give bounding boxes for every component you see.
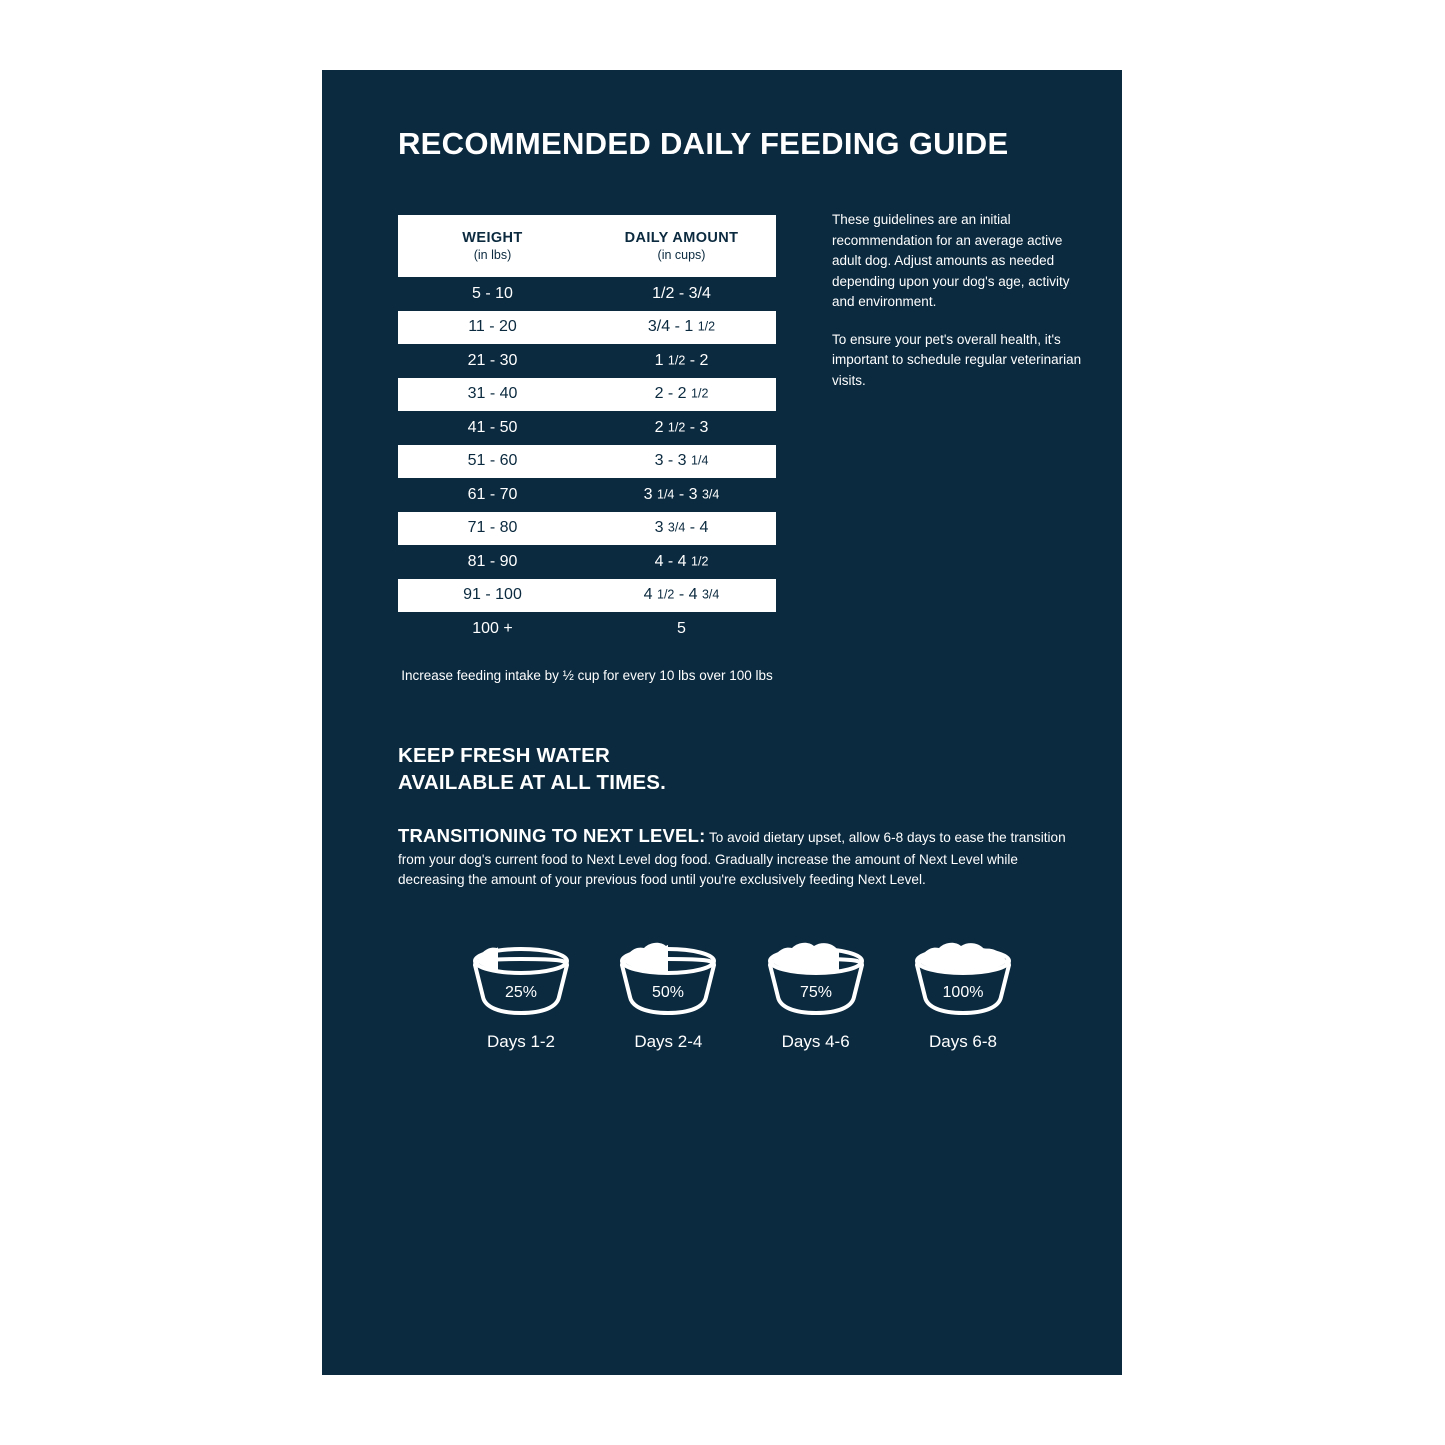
bowl-item <box>904 935 1022 1052</box>
cell-daily-amount: 3/4 - 1 1/2 <box>587 311 776 345</box>
cell-weight: 11 - 20 <box>398 311 587 345</box>
bowl-label: Days 4-6 <box>781 1032 850 1051</box>
feeding-table <box>398 215 776 646</box>
bowl-percent: 50% <box>652 984 685 1001</box>
cell-weight: 61 - 70 <box>398 478 587 512</box>
table-row <box>398 545 776 579</box>
column-header-weight <box>398 215 587 277</box>
transition-heading: TRANSITIONING TO NEXT LEVEL: <box>398 825 706 846</box>
cell-daily-amount: 4 1/2 - 4 3/4 <box>587 579 776 613</box>
cell-weight: 5 - 10 <box>398 277 587 311</box>
cell-daily-amount: 5 <box>587 612 776 646</box>
cell-daily-amount: 3 3/4 - 4 <box>587 512 776 546</box>
table-footnote: Increase feeding intake by ½ cup for every 10 lbs over 100 lbs <box>401 668 773 683</box>
feeding-guide-panel <box>322 70 1122 1375</box>
bowl-icon <box>760 935 872 1017</box>
bowl-icon <box>465 935 577 1017</box>
column-header-daily-amount <box>587 215 776 277</box>
cell-weight: 41 - 50 <box>398 411 587 445</box>
page-title: RECOMMENDED DAILY FEEDING GUIDE <box>398 126 1009 161</box>
transition-section <box>398 822 1068 891</box>
cell-daily-amount: 4 - 4 1/2 <box>587 545 776 579</box>
bowl-label: Days 2-4 <box>634 1032 703 1051</box>
bowl-item <box>462 935 580 1052</box>
table-row <box>398 478 776 512</box>
table-row <box>398 277 776 311</box>
transition-bowls <box>462 935 1022 1052</box>
bowl-item <box>609 935 727 1052</box>
column-header-daily-amount-sub: (in cups) <box>657 248 706 262</box>
cell-weight: 81 - 90 <box>398 545 587 579</box>
bowl-icon <box>907 935 1019 1017</box>
feeding-table-container <box>398 215 776 646</box>
cell-weight: 51 - 60 <box>398 445 587 479</box>
table-row <box>398 378 776 412</box>
side-note-paragraph-1: These guidelines are an initial recommendation for an average active adult dog. Adjust amounts as needed depending upon your dog's age, activity and environment. <box>832 212 1070 310</box>
table-row <box>398 612 776 646</box>
side-note-paragraph-2: To ensure your pet's overall health, it's important to schedule regular veterinarian visits. <box>832 331 1082 388</box>
table-row <box>398 344 776 378</box>
table-row <box>398 411 776 445</box>
bowl-item <box>757 935 875 1052</box>
fresh-water-heading-text: KEEP FRESH WATER AVAILABLE AT ALL TIMES. <box>398 744 667 795</box>
bowl-icon <box>612 935 724 1017</box>
column-header-weight-main: WEIGHT <box>462 230 523 246</box>
table-row <box>398 445 776 479</box>
bowl-percent: 100% <box>942 984 984 1001</box>
cell-weight: 100 + <box>398 612 587 646</box>
bowl-percent: 75% <box>799 984 832 1001</box>
bowl-label: Days 6-8 <box>928 1032 997 1051</box>
cell-weight: 31 - 40 <box>398 378 587 412</box>
cell-daily-amount: 1/2 - 3/4 <box>587 277 776 311</box>
table-row <box>398 512 776 546</box>
cell-daily-amount: 3 - 3 1/4 <box>587 445 776 479</box>
cell-weight: 91 - 100 <box>398 579 587 613</box>
bowl-percent: 25% <box>504 984 538 1001</box>
column-header-weight-sub: (in lbs) <box>473 248 512 262</box>
cell-daily-amount: 2 - 2 1/2 <box>587 378 776 412</box>
column-header-daily-amount-main: DAILY AMOUNT <box>624 230 739 246</box>
table-header-row <box>398 215 776 277</box>
table-header <box>398 215 776 277</box>
transition-body: To avoid dietary upset, allow 6-8 days to ease the transition from your dog's current food to Next Level dog food. Gradually increase the amount of Next Level while decreasing the amount of your previous food until you're exclusively feeding Next Level. <box>398 830 1066 888</box>
table-row <box>398 579 776 613</box>
bowl-label: Days 1-2 <box>486 1032 556 1051</box>
cell-weight: 21 - 30 <box>398 344 587 378</box>
cell-daily-amount: 2 1/2 - 3 <box>587 411 776 445</box>
fresh-water-heading <box>398 742 666 796</box>
table-row <box>398 311 776 345</box>
side-note <box>832 210 1082 391</box>
cell-weight: 71 - 80 <box>398 512 587 546</box>
cell-daily-amount: 3 1/4 - 3 3/4 <box>587 478 776 512</box>
cell-daily-amount: 1 1/2 - 2 <box>587 344 776 378</box>
table-body <box>398 277 776 646</box>
